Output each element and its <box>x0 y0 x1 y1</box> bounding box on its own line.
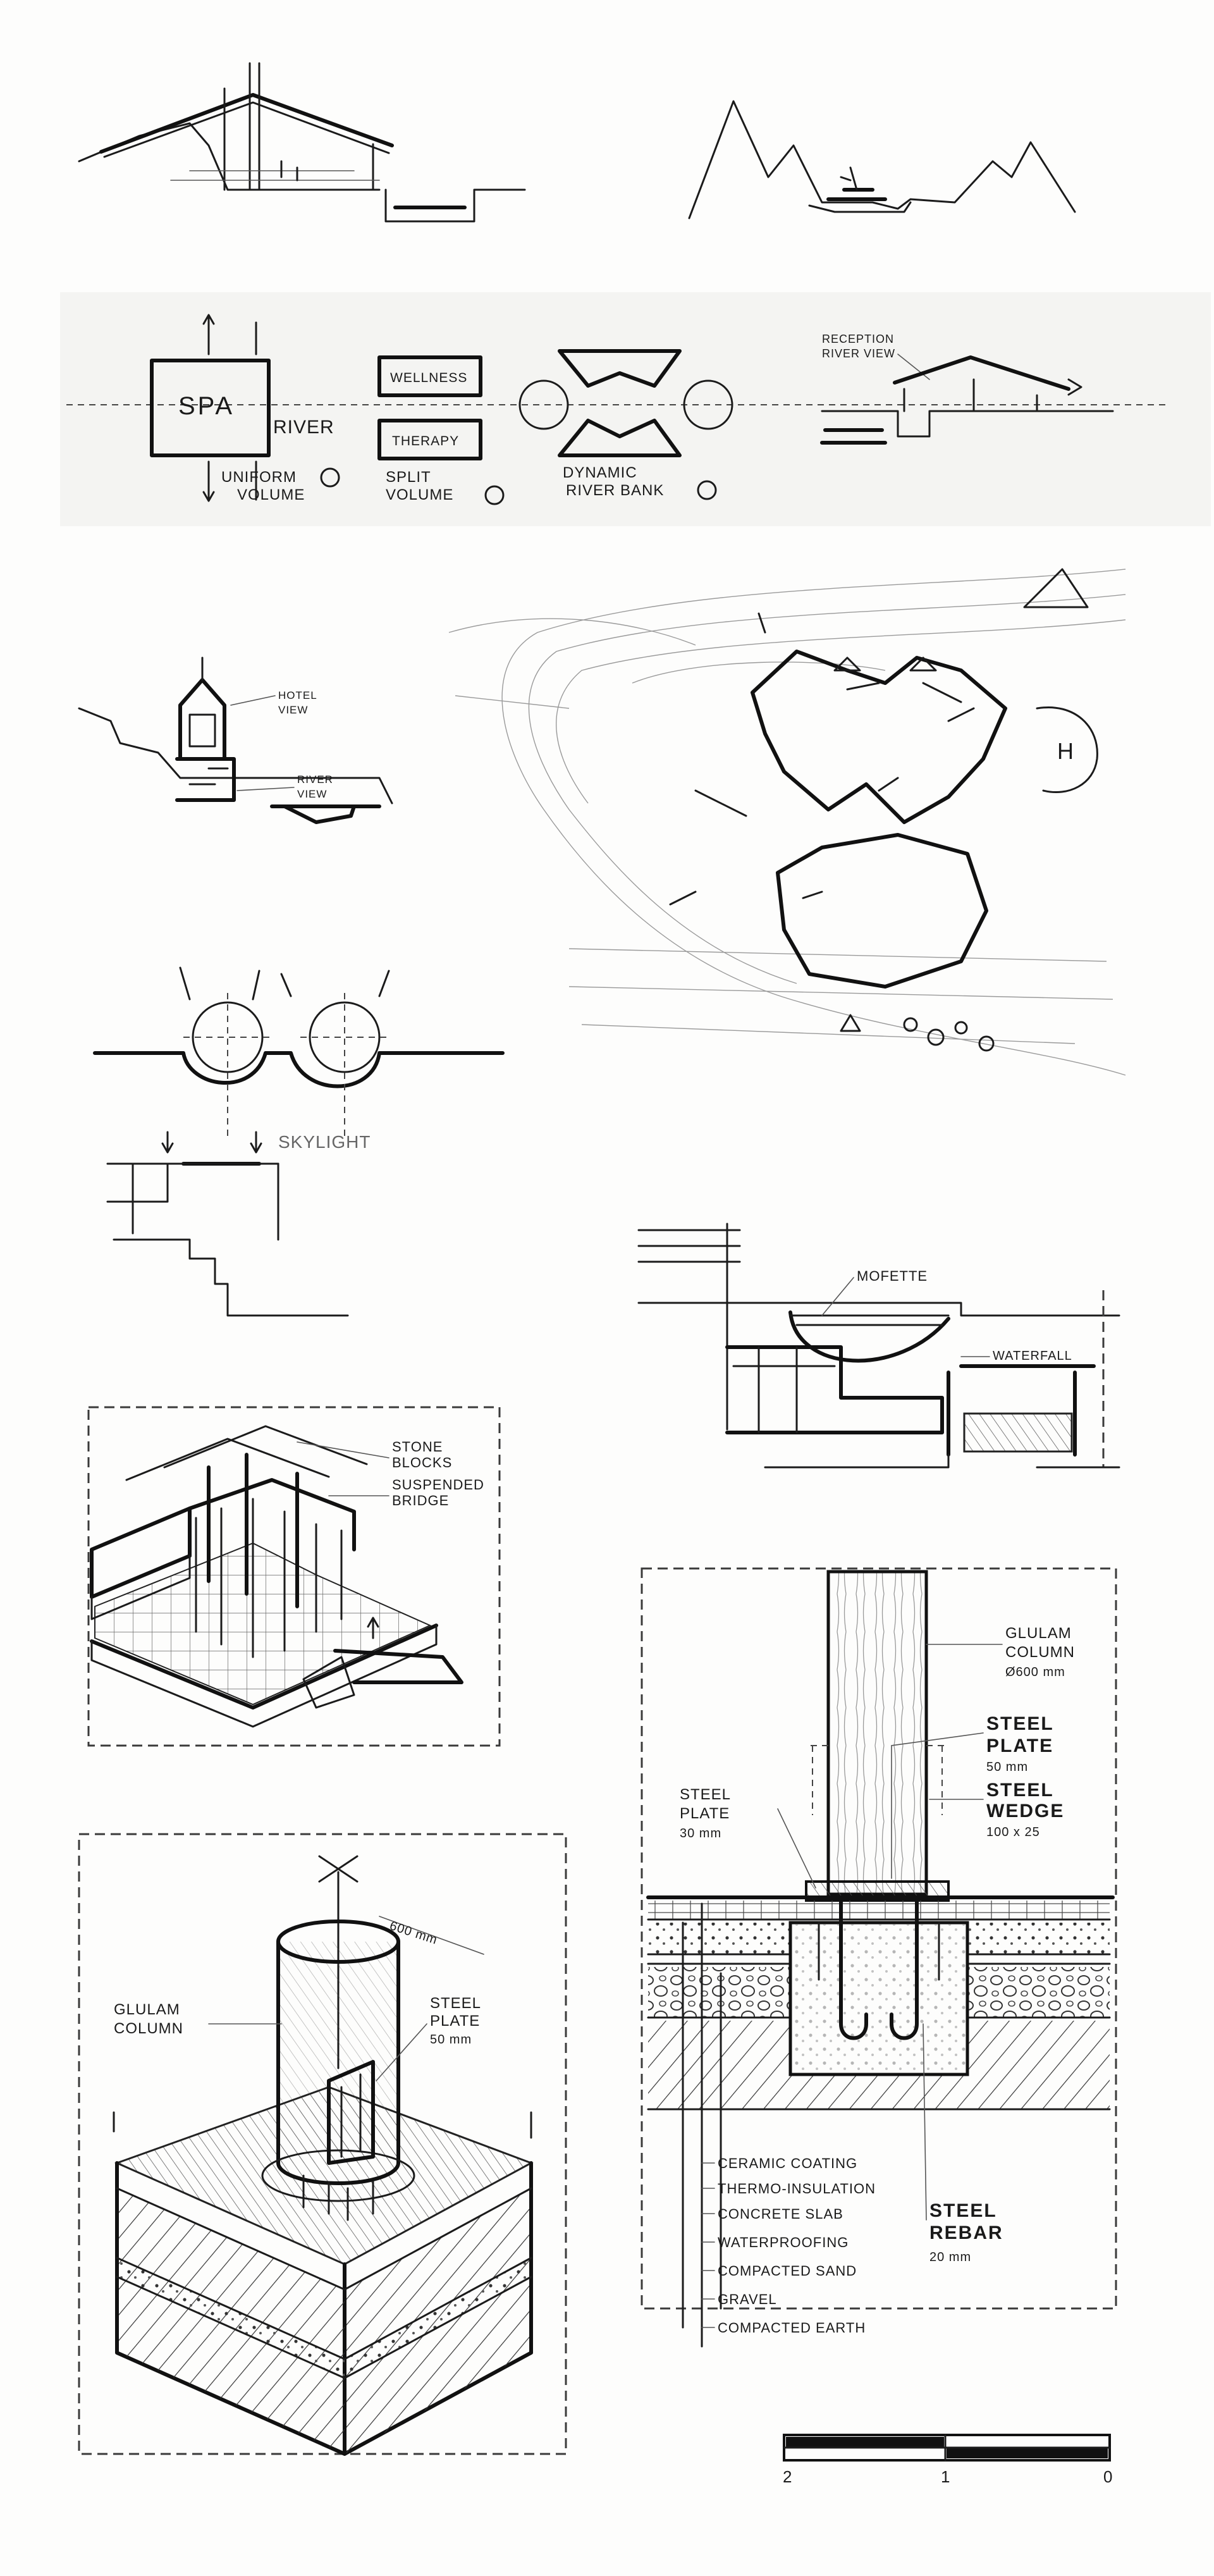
wellness-label: WELLNESS <box>390 371 468 385</box>
wedge-label-2: WEDGE <box>986 1801 1065 1821</box>
reception-label-2: RIVER VIEW <box>822 347 896 360</box>
isometric-bridge-sketch <box>89 1407 500 1746</box>
rebar-label-3: 20 mm <box>929 2250 972 2264</box>
foundation-detail-section <box>642 1568 1116 2346</box>
rebar-label-2: REBAR <box>929 2222 1003 2243</box>
column-iso-label-1: GLULAM <box>114 2001 180 2018</box>
column-base-isometric <box>79 1834 566 2454</box>
detail-column-label-3: Ø600 mm <box>1005 1665 1065 1679</box>
suspended-bridge-label-2: BRIDGE <box>392 1493 450 1508</box>
layer-earth: COMPACTED EARTH <box>718 2320 866 2336</box>
column-iso-label-2: COLUMN <box>114 2020 184 2037</box>
wedge-label-1: STEEL <box>986 1780 1054 1801</box>
layer-sand: COMPACTED SAND <box>718 2263 857 2279</box>
therapy-label: THERAPY <box>392 434 460 448</box>
helipad-mark: H <box>1057 738 1074 764</box>
rebar-label-1: STEEL <box>929 2200 997 2221</box>
river-label: RIVER <box>273 417 334 438</box>
stone-blocks-label-2: BLOCKS <box>392 1455 453 1470</box>
plate-50-label-1: STEEL <box>986 1713 1054 1734</box>
reception-label-1: RECEPTION <box>822 333 895 345</box>
hotel-view-label-2: VIEW <box>278 704 309 716</box>
hotel-view-label-1: HOTEL <box>278 689 317 701</box>
uniform-label-1: UNIFORM <box>221 469 297 486</box>
plate-iso-label-3: 50 mm <box>430 2033 472 2047</box>
mofette-waterfall-section <box>639 1224 1119 1467</box>
uniform-label-2: VOLUME <box>237 486 305 503</box>
layer-gravel: GRAVEL <box>718 2291 777 2307</box>
dynamic-label-2: RIVER BANK <box>566 482 665 499</box>
building-outline <box>752 651 1005 822</box>
layer-ceramic: CERAMIC COATING <box>718 2155 858 2171</box>
plate-iso-label-2: PLATE <box>430 2012 481 2030</box>
mofette-label: MOFETTE <box>857 1268 928 1284</box>
suspended-bridge-label-1: SUSPENDED <box>392 1477 484 1493</box>
site-plan-sketch <box>449 569 1125 1075</box>
plate-iso-label-1: STEEL <box>430 1995 482 2012</box>
split-label-2: VOLUME <box>386 486 454 503</box>
plate-50-label-2: PLATE <box>986 1735 1054 1756</box>
skylight-label: SKYLIGHT <box>278 1132 371 1152</box>
scale-bar <box>783 2435 1113 2486</box>
roof-site-section <box>79 63 525 221</box>
waterfall-label: WATERFALL <box>993 1349 1072 1363</box>
plate-30-label-3: 30 mm <box>680 1827 722 1840</box>
layer-concrete: CONCRETE SLAB <box>718 2206 843 2222</box>
skylight-section <box>95 968 503 1316</box>
detail-column-label-1: GLULAM <box>1005 1625 1072 1642</box>
stone-blocks-label-1: STONE <box>392 1439 443 1455</box>
river-view-label-2: VIEW <box>297 788 328 800</box>
layer-waterproofing: WATERPROOFING <box>718 2234 849 2250</box>
plate-30-label-1: STEEL <box>680 1786 732 1803</box>
split-label-1: SPLIT <box>386 469 431 486</box>
mountain-valley-section <box>689 101 1075 218</box>
layer-thermo: THERMO-INSULATION <box>718 2181 876 2197</box>
hotel-river-view-section <box>79 658 392 822</box>
scale-tick-1: 1 <box>941 2467 951 2486</box>
concept-strip <box>60 292 1211 526</box>
spa-label: SPA <box>178 392 235 420</box>
column-dimension: 600 mm <box>388 1918 439 1947</box>
scale-tick-0: 0 <box>1103 2467 1113 2486</box>
dynamic-label-1: DYNAMIC <box>563 464 637 481</box>
plate-50-label-3: 50 mm <box>986 1760 1029 1774</box>
river-view-label-1: RIVER <box>297 773 333 786</box>
scale-tick-2: 2 <box>783 2467 793 2486</box>
wedge-label-3: 100 x 25 <box>986 1825 1040 1839</box>
detail-column-label-2: COLUMN <box>1005 1644 1076 1661</box>
plate-30-label-2: PLATE <box>680 1805 730 1822</box>
